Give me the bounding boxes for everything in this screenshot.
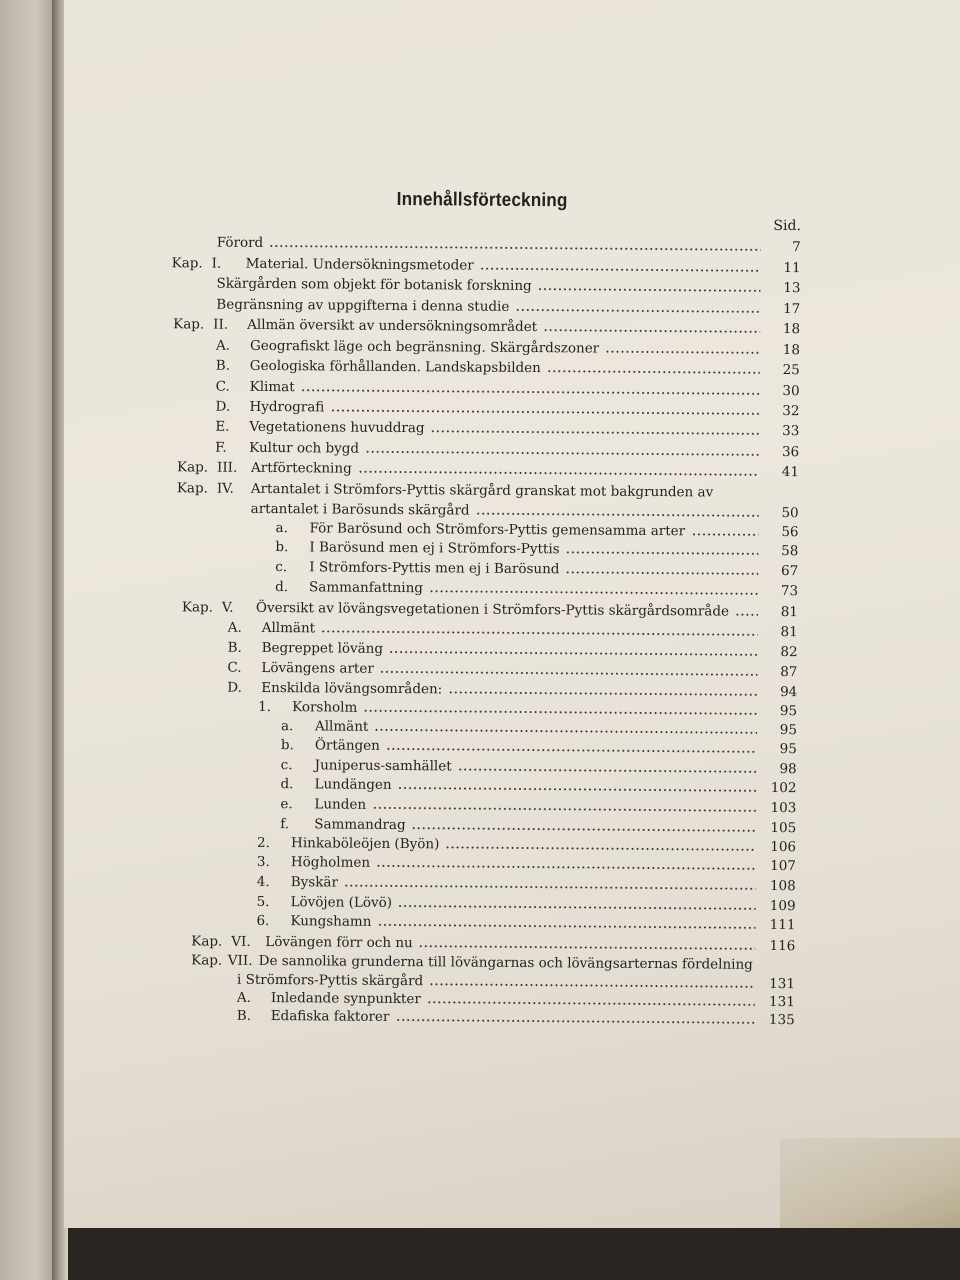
dot-leader (386, 748, 757, 753)
dot-leader (412, 827, 757, 832)
entry-number: C. (227, 659, 242, 676)
entry-title: Juniperus-samhället (314, 757, 452, 775)
entry-title: Klimat (249, 378, 295, 396)
page-number: 41 (781, 464, 800, 481)
dot-leader (269, 245, 761, 251)
page-column-header: Sid. (773, 217, 802, 235)
page-number: 82 (780, 644, 798, 661)
page-number: 56 (781, 524, 799, 541)
chapter-prefix: Kap. (176, 480, 209, 497)
entry-title: Hydrografi (249, 398, 325, 416)
dot-leader (372, 807, 756, 812)
entry-title: Lövängen förr och nu (265, 933, 413, 952)
entry-title: Hinkaböleöjen (Byön) (291, 835, 440, 853)
entry-number: VI. (231, 933, 251, 950)
entry-title: Begreppet löväng (261, 639, 384, 657)
dot-leader (429, 590, 758, 595)
chapter-prefix: Kap. (171, 255, 203, 272)
page-number: 102 (770, 779, 797, 797)
page-number: 81 (780, 604, 798, 621)
page-number: 13 (783, 280, 801, 297)
entry-title: Material. Undersökningsmetoder (245, 255, 474, 274)
entry-number: VII. (227, 952, 253, 969)
entry-number: e. (280, 796, 293, 813)
entry-title: Örtängen (314, 737, 380, 754)
chapter-prefix: Kap. (191, 933, 223, 950)
entry-number: d. (280, 776, 294, 793)
page-corner (780, 1138, 960, 1228)
entry-title: Lövängens arter (261, 659, 374, 677)
dot-leader (363, 710, 757, 715)
chapter-prefix: Kap. (173, 316, 205, 333)
entry-title: i Strömfors-Pyttis skärgård (236, 971, 424, 990)
entry-number: f. (280, 816, 290, 833)
dot-leader (321, 630, 758, 635)
entry-number: III. (216, 459, 238, 476)
entry-title: Allmänt (261, 619, 316, 637)
page-number: 94 (780, 684, 798, 701)
entry-number: B. (215, 357, 231, 374)
dot-leader (735, 614, 758, 616)
dot-leader (691, 533, 758, 536)
dot-leader (377, 924, 755, 929)
page-number: 95 (779, 703, 798, 720)
entry-title: Högholmen (290, 854, 371, 871)
toc-title: Innehållsförteckning (396, 188, 568, 212)
page-number: 81 (780, 624, 798, 641)
entry-title: Skärgården som objekt för botanisk forskning (216, 275, 532, 295)
chapter-prefix: Kap. (191, 952, 223, 969)
table-of-contents (60, 0, 960, 1063)
dot-leader (374, 729, 757, 734)
entry-title: Allmän översikt av undersökningsområdet (247, 316, 538, 336)
dot-leader (389, 651, 758, 656)
dot-leader (515, 309, 760, 313)
page-number: 17 (783, 301, 801, 318)
page-number: 95 (779, 741, 797, 758)
entry-number: 5. (256, 893, 270, 911)
page-number: 73 (780, 583, 799, 600)
entry-number: a. (280, 718, 294, 735)
left-page-edge (0, 0, 60, 1280)
toc-entry (237, 1006, 795, 1030)
page-number: 30 (782, 383, 800, 400)
page-number: 111 (769, 916, 796, 934)
dot-leader (480, 268, 761, 272)
page-number: 36 (781, 444, 800, 461)
page-number: 58 (781, 543, 799, 560)
page-number: 67 (780, 563, 799, 580)
entry-number: F. (215, 439, 227, 456)
dot-leader (448, 691, 757, 695)
entry-number: c. (275, 559, 288, 576)
entry-number: B. (227, 639, 242, 656)
entry-title: Lunden (314, 796, 367, 813)
entry-number: A. (236, 989, 251, 1006)
page-number: 7 (792, 239, 801, 256)
entry-title: Korsholm (292, 699, 358, 716)
entry-title: Edafiska faktorer (270, 1008, 390, 1025)
page-number: 98 (779, 761, 797, 778)
entry-number: V. (221, 599, 234, 616)
entry-title: Översikt av lövängsvegetationen i Strömfors-Pyttis skärgårdsområde (255, 599, 730, 620)
entry-number: IV. (216, 480, 234, 497)
entry-title: I Barösund men ej i Strömfors-Pyttis (309, 539, 560, 558)
entry-number: b. (275, 539, 289, 556)
page-number: 106 (770, 838, 797, 856)
page-number: 87 (780, 664, 798, 681)
page-number: 108 (769, 877, 796, 895)
entry-number: B. (236, 1007, 252, 1024)
entry-title: Begränsning av uppgifterna i denna studie (216, 296, 510, 315)
page-number: 25 (782, 362, 800, 379)
page-number: 105 (770, 819, 797, 837)
page-number: 18 (782, 321, 801, 338)
page-number: 50 (781, 505, 799, 522)
chapter-prefix: Kap. (181, 599, 214, 616)
entry-number: E. (215, 418, 230, 435)
entry-title: Inledande synpunkter (270, 990, 421, 1008)
entry-title: artantalet i Barösunds skärgård (250, 500, 470, 519)
dot-leader (301, 389, 760, 395)
dot-leader (538, 288, 761, 292)
entry-title: De sannolika grunderna till lövängarnas och lövängsarternas fördelning (258, 952, 753, 973)
dot-leader (398, 787, 757, 792)
page-number: 109 (769, 897, 796, 915)
entry-number: A. (215, 337, 231, 354)
dot-leader (547, 370, 760, 374)
page-number: 103 (770, 799, 797, 817)
toc-entry (256, 911, 795, 935)
page-number: 32 (782, 403, 800, 420)
dot-leader (395, 1019, 754, 1024)
entry-title: Kungshamn (290, 913, 372, 930)
entry-number: I. (211, 255, 222, 272)
entry-title: Artförteckning (250, 459, 352, 477)
entry-number: 3. (256, 853, 270, 871)
entry-number: II. (213, 316, 229, 333)
dot-leader (543, 329, 760, 333)
dot-leader (358, 471, 759, 476)
dot-leader (605, 351, 760, 354)
entry-title: För Barösund och Strömfors-Pyttis gemensamma arter (309, 520, 686, 540)
entry-title: Byskär (290, 874, 339, 891)
entry-title: Sammanfattning (309, 579, 424, 597)
entry-title: Förord (216, 234, 264, 251)
dot-leader (365, 451, 759, 456)
entry-number: c. (280, 757, 293, 774)
dot-leader (344, 885, 756, 890)
entry-title: Lövöjen (Lövö) (290, 894, 393, 911)
page-number: 33 (782, 423, 800, 440)
dot-leader (419, 945, 756, 950)
dot-leader (431, 430, 760, 435)
entry-number: D. (227, 679, 243, 696)
dot-leader (445, 846, 756, 850)
entry-number: b. (280, 737, 294, 754)
page-number: 131 (769, 975, 796, 993)
entry-number: A. (227, 619, 242, 636)
entry-title: Kultur och bygd (249, 439, 360, 457)
entry-number: d. (275, 579, 289, 596)
page-number: 131 (769, 993, 795, 1011)
chapter-prefix: Kap. (176, 459, 209, 476)
entry-number: 4. (256, 873, 270, 891)
entry-title: I Strömfors-Pyttis men ej i Barösund (309, 559, 560, 578)
dot-leader (458, 768, 757, 772)
entry-number: D. (215, 398, 231, 415)
book-page (64, 0, 960, 1228)
page-number: 135 (768, 1011, 795, 1029)
entry-number: 2. (257, 834, 271, 852)
dot-leader (565, 571, 758, 575)
entry-title: Geografiskt läge och begränsning. Skärgårdszoner (249, 337, 600, 357)
entry-title: Geologiska förhållanden. Landskapsbilden (249, 357, 541, 377)
entry-title: Sammandrag (314, 816, 406, 834)
entry-title: Vegetationens huvuddrag (249, 418, 425, 437)
dot-leader (398, 905, 756, 910)
dot-leader (429, 983, 755, 988)
entry-number: C. (215, 378, 230, 395)
entry-title: Artantalet i Strömfors-Pyttis skärgård granskat mot bakgrunden av (250, 480, 714, 501)
dot-leader (566, 551, 759, 555)
dot-leader (427, 1001, 755, 1006)
page-number: 95 (779, 722, 798, 739)
toc-entry (275, 577, 798, 601)
page-number: 116 (769, 937, 796, 955)
page-number: 18 (782, 342, 801, 359)
page-number: 107 (770, 857, 796, 875)
entry-number: 1. (258, 698, 272, 716)
entry-title: Enskilda lövängsområden: (261, 679, 443, 698)
entry-number: 6. (256, 912, 270, 930)
dot-leader (376, 865, 756, 870)
dot-leader (476, 513, 759, 517)
page-number: 11 (783, 260, 801, 277)
dot-leader (380, 671, 758, 676)
entry-title: Allmänt (314, 718, 369, 735)
entry-title: Lundängen (314, 776, 392, 793)
dot-leader (330, 409, 759, 414)
entry-number: a. (275, 520, 288, 537)
